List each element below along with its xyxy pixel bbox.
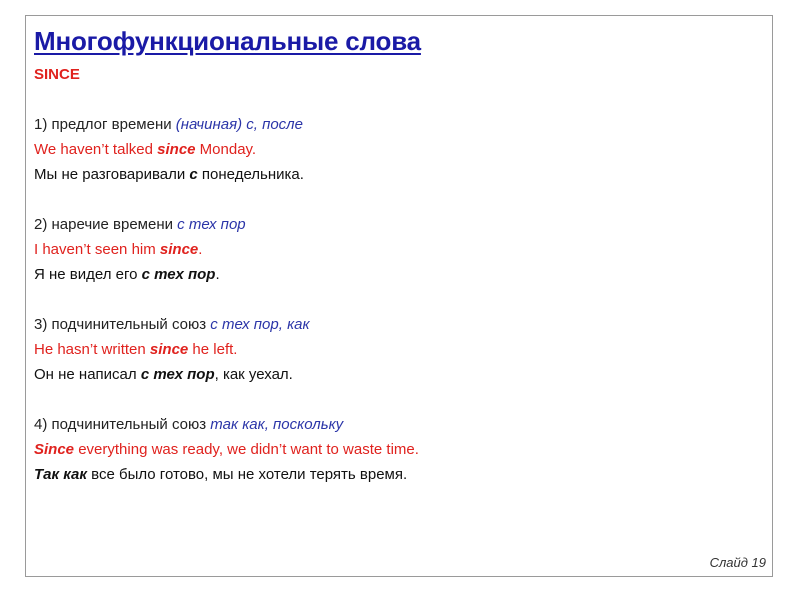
section-1-ru-keyword: с	[189, 166, 198, 183]
slide-title: Многофункциональные слова	[34, 26, 421, 56]
section-2-russian	[34, 266, 220, 283]
section-3-english	[34, 341, 237, 358]
section-3-ru-keyword: с тех пор	[140, 366, 215, 383]
section-2-english	[34, 241, 202, 258]
section-2-en-before: I haven’t seen him	[34, 241, 160, 258]
section-4-en-after: everything was ready, we didn’t want to waste time.	[74, 441, 419, 458]
section-2-ru-before: Я не видел его	[34, 266, 142, 283]
section-1-english	[34, 141, 256, 158]
section-3-en-before: He hasn’t written	[34, 341, 150, 358]
section-4-heading	[34, 416, 343, 433]
section-1-heading-text: 1) предлог времени	[34, 116, 176, 133]
section-2-heading	[34, 216, 246, 233]
keyword: SINCE	[34, 66, 80, 83]
section-3-heading-text: 3) подчинительный союз	[34, 316, 211, 333]
section-3-en-keyword: since	[149, 341, 189, 358]
slide-number: Слайд 19	[709, 555, 766, 570]
section-3-heading	[34, 316, 310, 333]
section-4-ru-keyword: Так как	[34, 466, 88, 483]
section-2-translation: с тех пор	[177, 216, 246, 233]
slide	[25, 15, 773, 577]
section-3-en-after: he left.	[188, 341, 238, 358]
section-3-translation: с тех пор, как	[210, 316, 310, 333]
section-1-ru-before: Мы не разговаривали	[34, 166, 190, 183]
section-3-russian	[34, 366, 293, 383]
section-1-russian	[34, 166, 304, 183]
section-3-ru-after: , как уехал.	[214, 366, 293, 383]
section-2-heading-text: 2) наречие времени	[34, 216, 178, 233]
section-1-ru-after: понедельника.	[197, 166, 304, 183]
section-2-en-keyword: since	[159, 241, 199, 258]
section-2-ru-keyword: с тех пор	[141, 266, 216, 283]
section-4-translation: так как, поскольку	[210, 416, 344, 433]
section-1-en-keyword: since	[157, 141, 196, 158]
section-2-en-after: .	[198, 241, 203, 258]
section-1-en-before: We haven’t talked	[34, 141, 158, 158]
section-4-heading-text: 4) подчинительный союз	[34, 416, 211, 433]
section-4-english	[34, 441, 419, 458]
section-4-ru-after: все было готово, мы не хотели терять время.	[87, 466, 408, 483]
section-1-translation: (начиная) с, после	[175, 116, 303, 133]
section-1-heading	[34, 116, 303, 133]
section-2-ru-after: .	[215, 266, 220, 283]
section-4-en-keyword: Since	[34, 441, 75, 458]
section-4-russian	[34, 466, 407, 483]
section-3-ru-before: Он не написал	[34, 366, 141, 383]
section-1-en-after: Monday.	[195, 141, 257, 158]
